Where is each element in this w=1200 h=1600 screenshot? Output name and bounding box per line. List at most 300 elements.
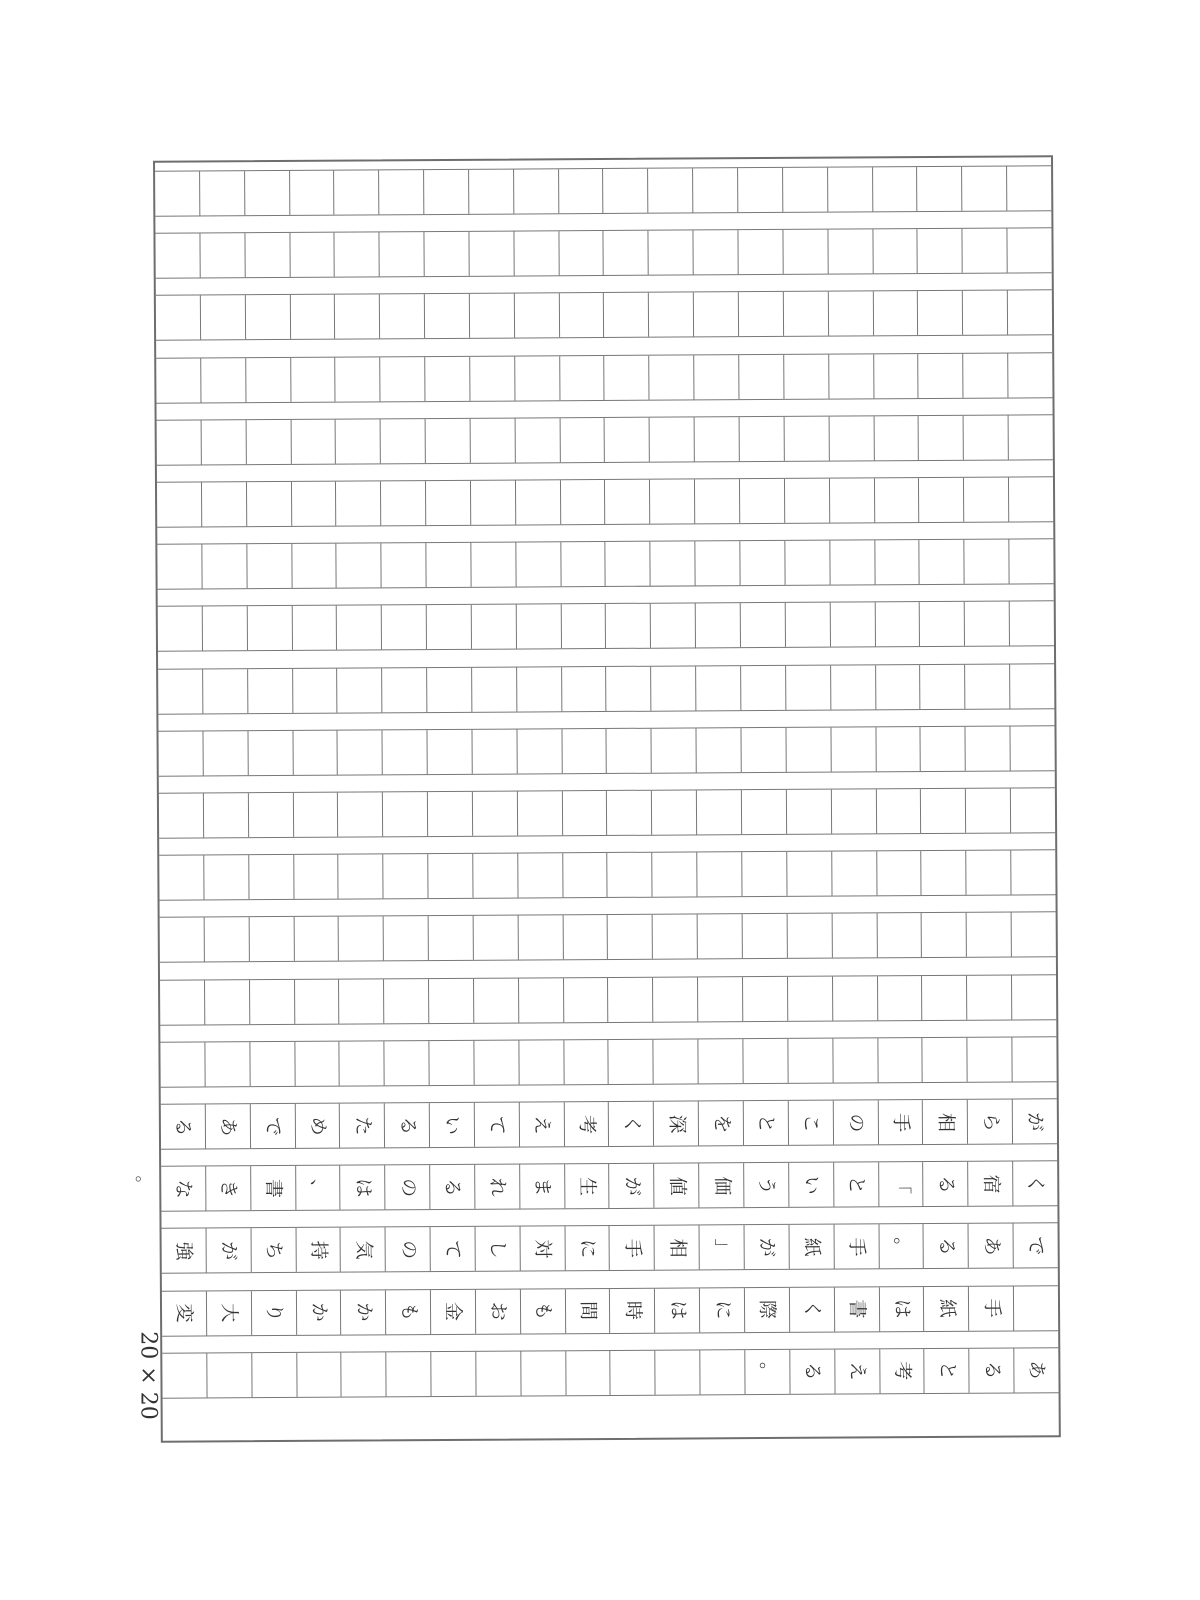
grid-cell [202, 731, 247, 775]
grid-cell [744, 1350, 789, 1394]
grid-cell [206, 1291, 251, 1335]
sheet-size-text: 20 × 20 [135, 1330, 161, 1420]
grid-cell [337, 792, 382, 836]
grid-cell [785, 603, 830, 647]
grid-cell [782, 168, 827, 212]
grid-cell [560, 542, 605, 586]
grid-cell [649, 417, 694, 461]
grid-cell [608, 1040, 653, 1084]
grid-cell-char: 対 [531, 1239, 554, 1259]
grid-cell [378, 170, 423, 214]
grid-cell [832, 976, 877, 1020]
grid-cell [647, 168, 692, 212]
grid-cell [917, 291, 962, 335]
grid-cell [878, 1224, 923, 1268]
grid-cell [831, 914, 876, 958]
grid-cell [160, 980, 204, 1024]
grid-cell [294, 979, 339, 1023]
grid-cell-char: 手 [889, 1112, 912, 1132]
grid-cell-char: な [172, 1179, 195, 1199]
grid-cell [561, 667, 606, 711]
grid-cell [292, 668, 337, 712]
grid-row [161, 1098, 1057, 1149]
grid-cell [739, 479, 784, 523]
grid-cell [385, 1290, 430, 1334]
grid-cell [648, 355, 693, 399]
grid-cell [384, 1165, 429, 1209]
grid-row [162, 1347, 1058, 1398]
grid-cell [296, 1352, 341, 1396]
sheet-size-label [118, 1330, 178, 1420]
grid-cell [1010, 726, 1055, 770]
grid-cell [160, 1042, 204, 1086]
grid-cell [519, 1102, 564, 1146]
grid-cell-char: か [352, 1302, 375, 1322]
grid-cell [517, 791, 562, 835]
grid-cell [200, 358, 245, 402]
grid-cell [922, 1100, 967, 1144]
grid-cell [695, 666, 740, 710]
grid-cell [383, 979, 428, 1023]
grid-cell [829, 603, 874, 647]
grid-cell [873, 478, 918, 522]
grid-cell [514, 418, 559, 462]
grid-cell-char: 相 [666, 1238, 689, 1258]
grid-cell [786, 790, 831, 834]
grid-cell [336, 544, 381, 588]
grid-cell [607, 915, 652, 959]
grid-cell [157, 420, 201, 464]
grid-cell [293, 917, 338, 961]
grid-cell [965, 726, 1010, 770]
grid-cell [514, 294, 559, 338]
grid-cell [249, 1042, 294, 1086]
grid-cell [1008, 415, 1053, 459]
grid-cell [648, 231, 693, 275]
grid-cell-char: う [755, 1175, 778, 1195]
grid-cell [290, 357, 335, 401]
grid-cell [201, 544, 246, 588]
grid-cell [520, 1351, 565, 1395]
grid-cell-char: 時 [621, 1300, 644, 1321]
grid-cell [475, 1351, 520, 1395]
grid-cell [828, 354, 873, 398]
grid-row [157, 414, 1053, 465]
grid-cell [872, 229, 917, 273]
grid-cell [156, 358, 200, 402]
grid-row [158, 601, 1054, 652]
grid-cell [425, 543, 470, 587]
grid-cell [339, 1041, 384, 1085]
grid-cell [918, 416, 963, 460]
grid-cell-char: 値 [665, 1176, 689, 1196]
grid-cell [699, 1288, 744, 1332]
grid-cell [784, 541, 829, 585]
grid-cell [424, 294, 469, 338]
grid-cell [608, 1102, 653, 1146]
grid-cell [920, 727, 965, 771]
grid-cell [338, 979, 383, 1023]
grid-cell [561, 791, 606, 835]
grid-cell [291, 482, 336, 526]
grid-cell [156, 296, 200, 340]
grid-cell-char: て [486, 1115, 509, 1135]
grid-cell [427, 854, 472, 898]
grid-cell-char: く [1024, 1173, 1047, 1194]
grid-cell [697, 977, 742, 1021]
grid-cell [919, 664, 964, 708]
grid-cell [655, 1350, 700, 1394]
grid-cell [744, 1287, 789, 1331]
grid-cell [562, 915, 607, 959]
grid-cell [203, 793, 248, 837]
grid-cell-char: 紙 [935, 1298, 958, 1319]
grid-cell [784, 479, 829, 523]
grid-cell [606, 666, 651, 710]
grid-cell [1008, 539, 1053, 583]
grid-cell [786, 914, 831, 958]
grid-cell [341, 1352, 386, 1396]
grid-cell [920, 789, 965, 833]
grid-cell-char: 。 [890, 1237, 913, 1257]
grid-cell [246, 482, 291, 526]
grid-cell [515, 542, 560, 586]
grid-cell-char: る [935, 1236, 958, 1256]
grid-cell [878, 1287, 923, 1331]
grid-cell [918, 478, 963, 522]
grid-cell [469, 418, 514, 462]
grid-cell [245, 420, 290, 464]
grid-cell-char: 書 [262, 1178, 285, 1198]
grid-cell [339, 1103, 384, 1147]
grid-cell [249, 1104, 294, 1148]
grid-cell [155, 171, 199, 215]
grid-cell [291, 544, 336, 588]
grid-cell [472, 792, 517, 836]
grid-cell [964, 664, 1009, 708]
grid-cell-char: 、 [307, 1178, 330, 1198]
grid-cell [249, 979, 294, 1023]
grid-cell [741, 790, 786, 834]
grid-cell [921, 913, 966, 957]
grid-cell [205, 1229, 250, 1273]
grid-cell-char: あ [1025, 1360, 1048, 1380]
grid-cell [203, 918, 248, 962]
grid-cell [250, 1228, 295, 1272]
grid-cell [160, 918, 204, 962]
grid-cell [559, 418, 604, 462]
grid-cell [1007, 353, 1052, 397]
grid-cell [558, 169, 603, 213]
grid-cell [963, 478, 1008, 522]
grid-cell [162, 1229, 206, 1273]
grid-cell-char: お [487, 1301, 510, 1321]
grid-cell [787, 976, 832, 1020]
grid-cell [474, 1103, 519, 1147]
grid-cell [740, 728, 785, 772]
grid-cell [877, 976, 922, 1020]
grid-cell [292, 793, 337, 837]
grid-cell [832, 1038, 877, 1082]
grid-row [160, 1036, 1056, 1087]
grid-cell-char: と [755, 1113, 778, 1133]
grid-cell [783, 292, 828, 336]
grid-cell [201, 482, 246, 526]
grid-cell [520, 1289, 565, 1333]
grid-cell [607, 977, 652, 1021]
grid-cell [161, 1104, 205, 1148]
grid-cell [965, 789, 1010, 833]
grid-cell [517, 916, 562, 960]
grid-cell [202, 607, 247, 651]
grid-cell [205, 1104, 250, 1148]
grid-cell [962, 229, 1007, 273]
grid-cell [337, 730, 382, 774]
grid-cell [157, 482, 201, 526]
grid-cell [785, 727, 830, 771]
grid-cell [294, 1041, 339, 1085]
grid-cell [204, 980, 249, 1024]
grid-cell [203, 855, 248, 899]
grid-row [159, 787, 1055, 838]
grid-cell [873, 416, 918, 460]
grid-cell [1013, 1286, 1058, 1330]
grid-cell-char: が [621, 1176, 644, 1196]
grid-cell [877, 1100, 922, 1144]
grid-cell [875, 727, 920, 771]
grid-cell [603, 169, 648, 213]
grid-cell [923, 1286, 968, 1330]
grid-cell [923, 1224, 968, 1268]
grid-cell-char: か [307, 1302, 331, 1322]
grid-cell [564, 1164, 609, 1208]
grid-cell [157, 545, 201, 589]
grid-row [160, 974, 1056, 1025]
grid-cell-char: 考 [575, 1114, 598, 1134]
grid-cell-char: が [1024, 1111, 1047, 1131]
grid-cell [161, 1167, 205, 1211]
grid-cell-char: 金 [442, 1301, 465, 1322]
grid-cell-char: を [710, 1113, 733, 1133]
grid-cell [159, 856, 203, 900]
grid-cell [962, 291, 1007, 335]
grid-cell [1011, 913, 1056, 957]
grid-cell [827, 292, 872, 336]
grid-cell [385, 1227, 430, 1271]
grid-cell [654, 1226, 699, 1270]
grid-cell [743, 1163, 788, 1207]
grid-row [158, 725, 1054, 776]
grid-cell [515, 605, 560, 649]
grid-cell [428, 916, 473, 960]
grid-cell-char: い [441, 1115, 464, 1135]
grid-cell [562, 853, 607, 897]
grid-row [161, 1160, 1057, 1211]
grid-cell [469, 294, 514, 338]
grid-cell [382, 792, 427, 836]
grid-cell [603, 231, 648, 275]
grid-cell [1006, 228, 1051, 272]
grid-cell [921, 851, 966, 895]
grid-cell [335, 419, 380, 463]
grid-cell [650, 542, 695, 586]
grid-cell [830, 727, 875, 771]
grid-cell-char: て [442, 1239, 465, 1259]
grid-cell [425, 419, 470, 463]
grid-row [159, 849, 1055, 900]
grid-cell [295, 1228, 340, 1272]
grid-cell-char: 書 [846, 1299, 869, 1319]
grid-cell [295, 1290, 340, 1334]
grid-cell [513, 169, 558, 213]
grid-cell [158, 607, 202, 651]
grid-cell [787, 1038, 832, 1082]
grid-row [155, 227, 1051, 278]
grid-cell [245, 295, 290, 339]
grid-cell [917, 229, 962, 273]
grid-cell-char: の [397, 1240, 420, 1260]
grid-cell [471, 667, 516, 711]
grid-cell [966, 913, 1011, 957]
grid-cell [430, 1352, 475, 1396]
grid-cell [694, 479, 739, 523]
grid-cell [918, 353, 963, 397]
grid-cell [743, 1225, 788, 1269]
grid-cell [783, 354, 828, 398]
grid-cell [470, 481, 515, 525]
grid-cell-char: こ [800, 1113, 823, 1133]
grid-cell [248, 917, 293, 961]
grid-cell [426, 605, 471, 649]
grid-cell [338, 917, 383, 961]
grid-cell [246, 544, 291, 588]
grid-cell [474, 1227, 519, 1271]
grid-cell-char: は [666, 1300, 689, 1320]
grid-cell-char: ら [979, 1112, 1002, 1132]
grid-cell-char: く [801, 1299, 824, 1319]
grid-cell [294, 1104, 339, 1148]
grid-cell [474, 1165, 519, 1209]
grid-cell [158, 731, 202, 775]
grid-cell [743, 1101, 788, 1145]
grid-cell [200, 296, 245, 340]
grid-cell [519, 1164, 564, 1208]
grid-cell [565, 1289, 610, 1333]
grid-cell [874, 602, 919, 646]
grid-cell [560, 604, 605, 648]
grid-cell [967, 1162, 1012, 1206]
grid-cell [430, 1289, 475, 1333]
grid-cell-char: し [486, 1239, 510, 1259]
grid-cell [470, 543, 515, 587]
grid-cell [832, 1100, 877, 1144]
grid-cell-char: る [934, 1174, 958, 1194]
grid-row [162, 1223, 1058, 1274]
grid-cell [604, 480, 649, 524]
grid-cell [290, 419, 335, 463]
grid-cell-char: で [261, 1116, 285, 1136]
grid-cell [423, 170, 468, 214]
grid-cell [651, 790, 696, 834]
grid-cell-char: に [711, 1300, 734, 1320]
grid-cell [199, 233, 244, 277]
grid-cell [473, 978, 518, 1022]
grid-cell [514, 356, 559, 400]
grid-cell [829, 541, 874, 585]
grid-cell [1009, 602, 1054, 646]
grid-cell [741, 852, 786, 896]
grid-cell [335, 481, 380, 525]
grid-row [162, 1285, 1058, 1336]
grid-cell [742, 976, 787, 1020]
grid-cell [295, 1166, 340, 1210]
grid-cell [205, 1166, 250, 1210]
grid-cell-char: は [890, 1299, 914, 1319]
grid-cell [968, 1224, 1013, 1268]
grid-cell [788, 1225, 833, 1269]
grid-cell [204, 1042, 249, 1086]
grid-cell [384, 1103, 429, 1147]
grid-cell-char: 大 [218, 1303, 241, 1323]
grid-cell [335, 357, 380, 401]
grid-cell [386, 1352, 431, 1396]
grid-cell [513, 231, 558, 275]
grid-cell [697, 915, 742, 959]
grid-cell [789, 1287, 834, 1331]
grid-cell [693, 230, 738, 274]
grid-cell [782, 230, 827, 274]
grid-cell [384, 1041, 429, 1085]
grid-cell [515, 480, 560, 524]
grid-cell [340, 1228, 385, 1272]
grid-cell [650, 604, 695, 648]
manuscript-paper [153, 155, 1061, 1442]
grid-cell [247, 669, 292, 713]
grid-cell [563, 1040, 608, 1084]
grid-cell [604, 418, 649, 462]
grid-cell-char: る [396, 1115, 419, 1135]
grid-cell [199, 171, 244, 215]
grid-cell [471, 605, 516, 649]
grid-cell [698, 1101, 743, 1145]
grid-cell-char: と [936, 1361, 959, 1381]
grid-cell [292, 730, 337, 774]
grid-cell [334, 233, 379, 277]
grid-cell [739, 541, 784, 585]
grid-cell [247, 731, 292, 775]
grid-cell [248, 855, 293, 899]
grid-cell [873, 354, 918, 398]
grid-cell [338, 855, 383, 899]
grid-cell [250, 1166, 295, 1210]
grid-cell-char: も [397, 1302, 420, 1322]
grid-cell [162, 1291, 206, 1335]
grid-cell [516, 729, 561, 773]
grid-cell [694, 541, 739, 585]
grid-cell-char: 宿 [979, 1174, 1002, 1194]
grid-cell [381, 668, 426, 712]
grid-cell-char: る [172, 1117, 195, 1137]
grid-cell [472, 854, 517, 898]
grid-cell [1013, 1348, 1058, 1392]
grid-cell [202, 669, 247, 713]
grid-cell [698, 1039, 743, 1083]
grid-cell-char: 深 [665, 1113, 688, 1134]
grid-cell-char: あ [980, 1236, 1003, 1256]
grid-cell-char: 考 [891, 1361, 914, 1381]
grid-cell-char: 間 [576, 1301, 600, 1321]
grid-cell [828, 416, 873, 460]
